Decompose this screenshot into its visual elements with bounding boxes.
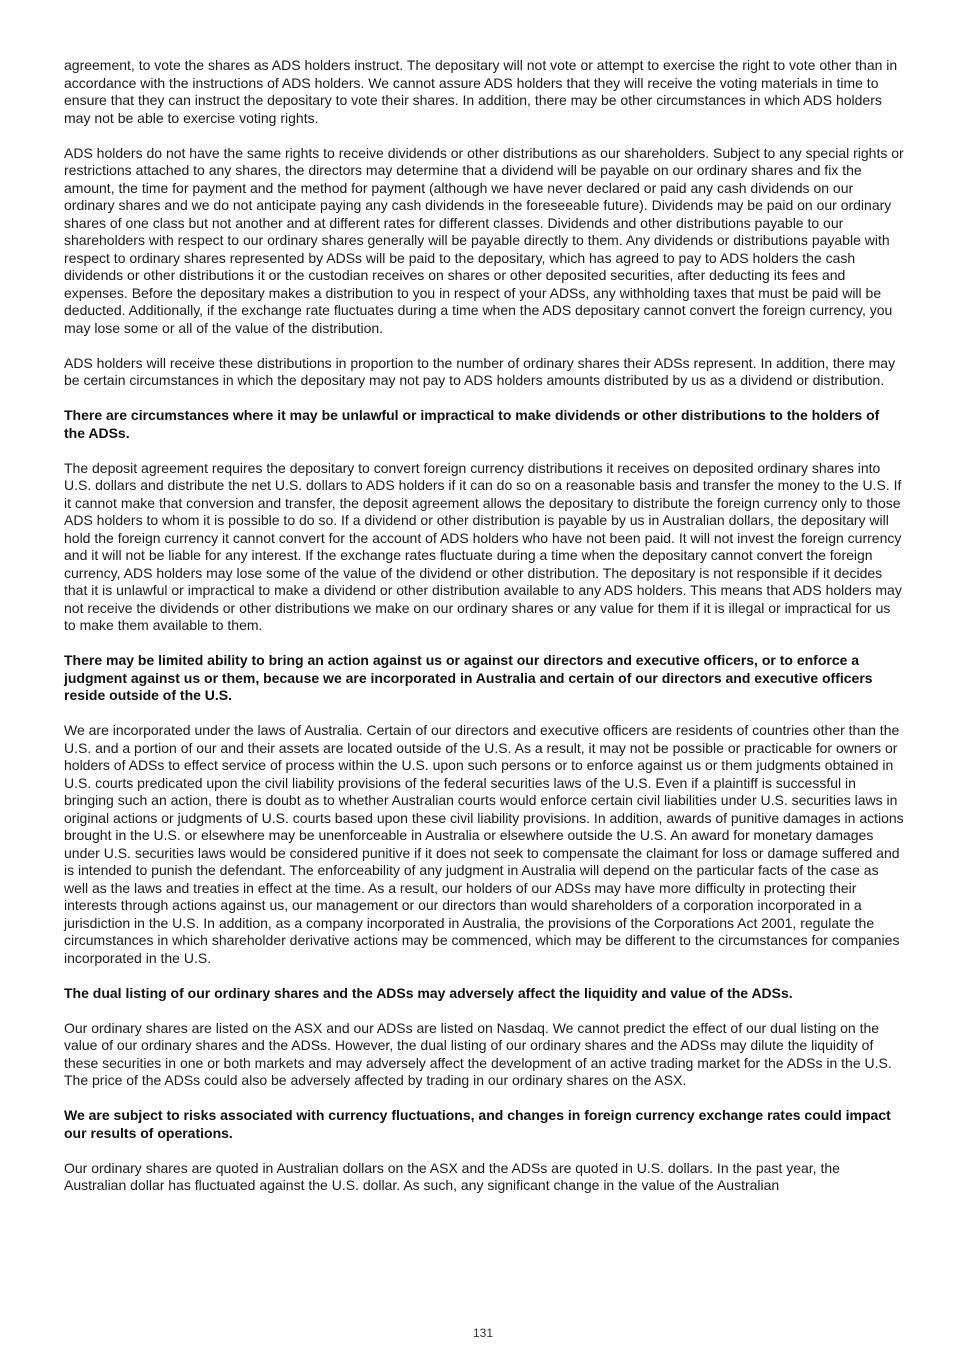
- paragraph-australian-incorporation: We are incorporated under the laws of Australia. Certain of our directors and executive officers are residents of countries other than the U.S. and a portion of our and their assets are located outside of the U.S. As a result, it may not be possible or practicable for owners or holders of ADSs to effect service of process within the U.S. upon such persons or to enforce against us or them judgments obtained in U.S. courts predicated upon the civil liability provisions of the federal securities laws of the U.S. Even if a plaintiff is successful in bringing such an action, there is doubt as to whether Australian courts would enforce certain civil liabilities under U.S. securities laws in original actions or judgments of U.S. courts based upon these civil liability provisions. In addition, awards of punitive damages in actions brought in the U.S. or elsewhere may be unenforceable in Australia or elsewhere outside the U.S. An award for monetary damages under U.S. securities laws would be considered punitive if it does not seek to compensate the claimant for loss or damage suffered and is intended to punish the defendant. The enforceability of any judgment in Australia will depend on the particular facts of the case as well as the laws and treaties in effect at the time. As a result, our holders of our ADSs may have more difficulty in protecting their interests through actions against us, our management or our directors than would shareholders of a corporation incorporated in a jurisdiction in the U.S. In addition, as a company incorporated in Australia, the provisions of the Corporations Act 2001, regulate the circumstances in which shareholder derivative actions may be commenced, which may be different to the circumstances for companies incorporated in the U.S.: [64, 722, 904, 966]
- heading-unlawful-distributions: There are circumstances where it may be unlawful or impractical to make dividends or other distributions to the holders of the ADSs.: [64, 407, 880, 441]
- paragraph-distribution-proportion: ADS holders will receive these distributions in proportion to the number of ordinary shares their ADSs represent. In addition, there may be certain circumstances in which the depositary may not pay to ADS holders amounts distributed by us as a dividend or distribution.: [64, 354, 896, 388]
- heading-currency-risk: We are subject to risks associated with currency fluctuations, and changes in foreign currency exchange rates could impact our results of operations.: [64, 1107, 891, 1141]
- paragraph-currency-risk: Our ordinary shares are quoted in Australian dollars on the ASX and the ADSs are quoted in U.S. dollars. In the past year, the Australian dollar has fluctuated against the U.S. dollar. As such, any significant change in the value of the Australian: [64, 1159, 840, 1193]
- paragraph-dividend-rights: ADS holders do not have the same rights to receive dividends or other distributions as our shareholders. Subject to any special rights or restrictions attached to any shares, the directors may determine that a dividend will be payable on our ordinary shares and fix the amount, the time for payment and the method for payment (although we have never declared or paid any cash dividends on our ordinary shares and we do not anticipate paying any cash dividends in the foreseeable future). Dividends may be paid on our ordinary shares of one class but not another and at different rates for different classes. Dividends and other distributions payable to our shareholders with respect to our ordinary shares generally will be payable directly to them. Any dividends or distributions payable with respect to ordinary shares represented by ADSs will be paid to the depositary, which has agreed to pay to ADS holders the cash dividends or other distributions it or the custodian receives on shares or other deposited securities, after deducting its fees and expenses. Before the depositary makes a distribution to you in respect of your ADSs, any withholding taxes that must be paid will be deducted. Additionally, if the exchange rate fluctuates during a time when the ADS depositary cannot convert the foreign currency, you may lose some or all of the value of the distribution.: [64, 144, 904, 336]
- heading-limited-legal-action: There may be limited ability to bring an action against us or against our directors and executive officers, or to enforce a judgment against us or them, because we are incorporated in Australia and certain of our directors and executive officers reside outside of the U.S.: [64, 652, 873, 703]
- page-number: 131: [472, 1326, 494, 1340]
- paragraph-voting-rights: agreement, to vote the shares as ADS holders instruct. The depositary will not vote or attempt to exercise the right to vote other than in accordance with the instructions of ADS holders. We cannot assure ADS holders that they will receive the voting materials in time to ensure that they can instruct the depositary to vote their shares. In addition, there may be other circumstances in which ADS holders may not be able to exercise voting rights.: [64, 57, 898, 126]
- document-body: [64, 57, 904, 1212]
- paragraph-currency-conversion: The deposit agreement requires the depositary to convert foreign currency distributions it receives on deposited ordinary shares into U.S. dollars and distribute the net U.S. dollars to ADS holders if it can do so on a reasonable basis and transfer the money to the U.S. If it cannot make that conversion and transfer, the deposit agreement allows the depositary to distribute the foreign currency only to those ADS holders to whom it is possible to do so. If a dividend or other distribution is payable by us in Australian dollars, the depositary will hold the foreign currency it cannot convert for the account of ADS holders who have not been paid. It will not invest the foreign currency and it will not be liable for any interest. If the exchange rates fluctuate during a time when the depositary cannot convert the foreign currency, ADS holders may lose some of the value of the dividend or other distribution. The depositary is not responsible if it decides that it is unlawful or impractical to make a dividend or other distribution available to any ADS holders. This means that ADS holders may not receive the dividends or other distributions we make on our ordinary shares or any value for them if it is illegal or impractical for us to make them available to them.: [64, 459, 902, 633]
- heading-dual-listing: The dual listing of our ordinary shares and the ADSs may adversely affect the liquidity and value of the ADSs.: [64, 984, 793, 1001]
- paragraph-dual-listing: Our ordinary shares are listed on the ASX and our ADSs are listed on Nasdaq. We cannot predict the effect of our dual listing on the value of our ordinary shares and the ADSs. However, the dual listing of our ordinary shares and the ADSs may dilute the liquidity of these securities in one or both markets and may adversely affect the development of an active trading market for the ADSs in the U.S. The price of the ADSs could also be adversely affected by trading in our ordinary shares on the ASX.: [64, 1019, 892, 1088]
